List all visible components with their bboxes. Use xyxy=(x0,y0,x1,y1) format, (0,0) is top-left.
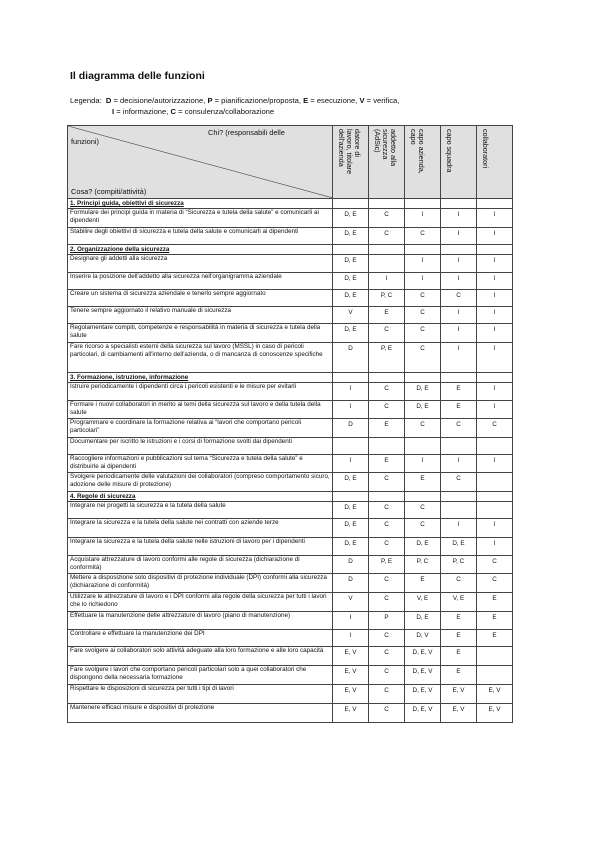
responsibility-code xyxy=(477,647,513,666)
responsibility-code: D, E xyxy=(333,519,369,538)
responsibility-code: P, C xyxy=(369,290,405,307)
responsibility-code: E xyxy=(441,666,477,685)
empty-cell xyxy=(333,199,369,209)
responsibility-code: P, C xyxy=(405,556,441,574)
responsibility-code: E, V xyxy=(477,704,513,723)
table-row xyxy=(68,666,513,685)
responsibility-code: I xyxy=(441,209,477,228)
responsibility-code: P, E xyxy=(369,343,405,373)
legend-key: I xyxy=(112,107,115,116)
legend-meaning: = esecuzione, xyxy=(308,96,360,105)
responsibility-code: E, V xyxy=(477,685,513,704)
legend-key: P xyxy=(207,96,213,105)
legend-meaning: = informazione, xyxy=(114,107,171,116)
responsibility-code: E, V xyxy=(333,685,369,704)
table-row xyxy=(68,574,513,593)
responsibility-code xyxy=(405,438,441,455)
responsibility-code: I xyxy=(441,343,477,373)
task-label: Istruire periodicamente i dipendenti circa i pericoli esistenti e le misure per evitarli xyxy=(68,383,333,401)
section-row xyxy=(68,373,513,383)
table-row xyxy=(68,228,513,245)
task-label: Integrare nei progetti la sicurezza e la tutela della salute xyxy=(68,502,333,519)
task-label: Designare gli addetti alla sicurezza xyxy=(68,255,333,273)
responsibility-code: C xyxy=(405,324,441,343)
section-row xyxy=(68,199,513,209)
responsibility-code: C xyxy=(369,519,405,538)
empty-cell xyxy=(477,373,513,383)
responsibility-code: C xyxy=(477,574,513,593)
responsibility-code: I xyxy=(477,455,513,473)
task-label: Fare ricorso a specialisti esterni della sicurezza sul lavoro (MSSL) in caso di pericoli particolari, di cambiamenti all'interno dell'azienda, o di mancanza di conoscenze specifiche xyxy=(68,343,333,373)
responsibility-code: E xyxy=(477,630,513,647)
responsibility-code: I xyxy=(441,324,477,343)
responsibility-code: C xyxy=(405,502,441,519)
empty-cell xyxy=(441,492,477,502)
empty-cell xyxy=(369,492,405,502)
responsibility-code: I xyxy=(333,455,369,473)
responsibility-code: C xyxy=(369,538,405,556)
responsibility-code: C xyxy=(369,401,405,419)
responsibility-code: C xyxy=(369,502,405,519)
responsibility-code: E xyxy=(369,307,405,324)
responsibility-code: C xyxy=(369,685,405,704)
responsibility-code: E xyxy=(477,612,513,630)
responsibility-code: I xyxy=(441,228,477,245)
responsibility-code: C xyxy=(369,666,405,685)
legend-meaning: = consulenza/collaborazione xyxy=(175,107,275,116)
responsibility-code: D, E, V xyxy=(405,685,441,704)
responsibility-code: D xyxy=(333,556,369,574)
responsibility-code: C xyxy=(369,630,405,647)
task-label: Integrare la sicurezza e la tutela della salute nelle istruzioni di lavoro per i dipendenti xyxy=(68,538,333,556)
role-header-manager xyxy=(405,126,441,199)
responsibility-code: D, E xyxy=(333,273,369,290)
responsibility-code: C xyxy=(369,383,405,401)
responsibility-code: C xyxy=(405,307,441,324)
responsibility-code: E, V xyxy=(333,647,369,666)
role-header-collaborators xyxy=(477,126,513,199)
section-title: 1. Principi guida, obiettivi di sicurezza xyxy=(68,199,333,209)
table-row xyxy=(68,502,513,519)
responsibility-code: E, V xyxy=(333,666,369,685)
responsibility-code: D, V xyxy=(405,630,441,647)
responsibility-code xyxy=(477,502,513,519)
legend-prefix: Legenda: xyxy=(70,96,102,105)
role-header-team-leader xyxy=(441,126,477,199)
task-label: Formulare dei principi guida in materia di “Sicurezza e tutela della salute” e comunicarli ai dipendenti xyxy=(68,209,333,228)
responsibility-code: C xyxy=(369,647,405,666)
task-label: Tenere sempre aggiornato il relativo manuale di sicurezza xyxy=(68,307,333,324)
role-label: collaboratori xyxy=(481,129,490,169)
header-who-label xyxy=(208,128,318,137)
responsibility-code xyxy=(441,438,477,455)
responsibility-code: V xyxy=(333,307,369,324)
responsibility-code: D, E, V xyxy=(405,666,441,685)
header-what-label: Cosa? (compiti/attività) xyxy=(71,187,147,196)
responsibility-code: C xyxy=(405,228,441,245)
responsibility-code: C xyxy=(405,419,441,438)
table-row xyxy=(68,519,513,538)
responsibility-code: I xyxy=(477,324,513,343)
task-label: Effettuare la manutenzione delle attrezzature di lavoro (piano di manutenzione) xyxy=(68,612,333,630)
task-label: Fare svolgere i lavori che comportano pericoli particolari solo a quei collaboratori che dispongono della necessaria formazione xyxy=(68,666,333,685)
responsibility-code: D, E xyxy=(333,290,369,307)
responsibility-code: C xyxy=(405,343,441,373)
empty-cell xyxy=(369,245,405,255)
legend xyxy=(70,95,399,117)
responsibility-code: I xyxy=(477,343,513,373)
responsibility-code: P, E xyxy=(369,556,405,574)
legend-line-2 xyxy=(70,106,399,117)
section-title: 2. Organizzazione della sicurezza xyxy=(68,245,333,255)
task-label: Formare i nuovi collaboratori in merito ai temi della sicurezza sul lavoro e della tutela della salute xyxy=(68,401,333,419)
responsibility-code: C xyxy=(369,209,405,228)
responsibility-code: D, E, V xyxy=(405,704,441,723)
responsibility-code: V xyxy=(333,593,369,612)
empty-cell xyxy=(405,199,441,209)
responsibility-code: C xyxy=(441,290,477,307)
table-row xyxy=(68,612,513,630)
task-label: Raccogliere informazioni e pubblicazioni sul tema “Sicurezza e tutela della salute” e distribuirle ai dipendenti xyxy=(68,455,333,473)
section-row xyxy=(68,245,513,255)
responsibility-code: I xyxy=(405,455,441,473)
responsibility-code: I xyxy=(405,255,441,273)
responsibility-code: D, E xyxy=(441,538,477,556)
empty-cell xyxy=(441,199,477,209)
legend-key: C xyxy=(170,107,176,116)
responsibility-code: C xyxy=(405,519,441,538)
task-label: Documentare per iscritto le istruzioni e i corsi di formazione svolti dai dipendenti xyxy=(68,438,333,455)
table-row xyxy=(68,630,513,647)
responsibility-code: E xyxy=(441,383,477,401)
legend-meaning: = verifica, xyxy=(364,96,400,105)
responsibility-code: E xyxy=(441,401,477,419)
task-label: Utilizzare le attrezzature di lavoro e i DPI conformi alla regole della sicurezza per tutti i lavori che lo richiedono xyxy=(68,593,333,612)
responsibility-code: C xyxy=(369,593,405,612)
table-row xyxy=(68,401,513,419)
table-row xyxy=(68,438,513,455)
responsibility-code: I xyxy=(477,290,513,307)
responsibility-code: C xyxy=(477,419,513,438)
responsibility-code: I xyxy=(477,209,513,228)
table-header-row xyxy=(68,126,513,199)
role-label: datore di lavoro, titolare dell'azienda xyxy=(337,129,362,175)
responsibility-code: D xyxy=(333,574,369,593)
responsibility-code: I xyxy=(441,519,477,538)
responsibility-code xyxy=(369,438,405,455)
role-label: capo squadra xyxy=(445,129,454,173)
responsibility-code: C xyxy=(441,473,477,492)
responsibility-code: D, E xyxy=(333,473,369,492)
responsibility-code: E, V xyxy=(441,704,477,723)
responsibility-code: D, E xyxy=(333,255,369,273)
table-row xyxy=(68,324,513,343)
responsibility-code: E xyxy=(441,612,477,630)
responsibility-code: I xyxy=(477,401,513,419)
responsibility-code: I xyxy=(477,255,513,273)
responsibility-code: D, E xyxy=(405,383,441,401)
responsibility-code: V, E xyxy=(405,593,441,612)
table-row xyxy=(68,593,513,612)
table-row xyxy=(68,704,513,723)
table-row xyxy=(68,307,513,324)
empty-cell xyxy=(405,492,441,502)
empty-cell xyxy=(405,245,441,255)
responsibility-code: I xyxy=(477,383,513,401)
table-row xyxy=(68,647,513,666)
responsibility-code: I xyxy=(477,538,513,556)
section-title: 4. Regole di sicurezza xyxy=(68,492,333,502)
empty-cell xyxy=(477,492,513,502)
responsibility-code: P xyxy=(369,612,405,630)
table-row xyxy=(68,538,513,556)
responsibility-code: D, E xyxy=(333,502,369,519)
responsibility-code: C xyxy=(369,324,405,343)
empty-cell xyxy=(333,492,369,502)
empty-cell xyxy=(369,199,405,209)
responsibility-code xyxy=(477,666,513,685)
responsibility-code: C xyxy=(369,228,405,245)
responsibility-code: I xyxy=(441,273,477,290)
responsibility-code: D xyxy=(333,343,369,373)
empty-cell xyxy=(441,373,477,383)
responsibility-code: D, E xyxy=(333,228,369,245)
responsibility-code: C xyxy=(369,473,405,492)
responsibility-code: I xyxy=(333,401,369,419)
table-row xyxy=(68,255,513,273)
table-row xyxy=(68,556,513,574)
responsibility-code: V, E xyxy=(441,593,477,612)
table-row xyxy=(68,455,513,473)
legend-meaning: = pianificazione/proposta, xyxy=(212,96,304,105)
task-label: Controllare e effettuare la manutenzione dei DPI xyxy=(68,630,333,647)
responsibility-code: I xyxy=(477,307,513,324)
task-label: Mantenere efficaci misure e dispositivi di protezione xyxy=(68,704,333,723)
responsibility-code: I xyxy=(477,519,513,538)
responsibility-code: D, E xyxy=(333,209,369,228)
legend-key: E xyxy=(303,96,309,105)
table-row xyxy=(68,343,513,373)
responsibility-code xyxy=(477,473,513,492)
responsibility-code: I xyxy=(333,630,369,647)
task-label: Integrare la sicurezza e la tutela della salute nei contratti con aziende terze xyxy=(68,519,333,538)
task-label: Inserire la posizione dell'addetto alla sicurezza nell'organigramma aziendale xyxy=(68,273,333,290)
responsibility-code: D xyxy=(333,419,369,438)
table-row xyxy=(68,290,513,307)
responsibility-code: I xyxy=(333,612,369,630)
responsibility-code: E xyxy=(405,473,441,492)
responsibility-code: D, E xyxy=(333,324,369,343)
responsibility-code xyxy=(369,255,405,273)
responsibility-code: I xyxy=(477,273,513,290)
responsibility-code: E xyxy=(477,593,513,612)
responsibility-code: E xyxy=(405,574,441,593)
role-header-employer xyxy=(333,126,369,199)
responsibility-code xyxy=(477,438,513,455)
responsibility-code: D, E xyxy=(405,612,441,630)
task-label: Fare svolgere ai collaboratori solo attività adeguate alla loro formazione e alle loro capacità xyxy=(68,647,333,666)
table-row xyxy=(68,383,513,401)
responsibility-code: C xyxy=(477,556,513,574)
role-header-safety-officer xyxy=(369,126,405,199)
responsibility-code xyxy=(441,502,477,519)
empty-cell xyxy=(441,245,477,255)
responsibility-code: I xyxy=(405,209,441,228)
task-label: Regolamentare compiti, competenze e responsabilità in materia di sicurezza e tutela della salute xyxy=(68,324,333,343)
legend-line-1 xyxy=(70,95,399,106)
responsibility-code: I xyxy=(369,273,405,290)
task-label: Acquistare attrezzature di lavoro conformi alle regole di sicurezza (dichiarazione di conformità) xyxy=(68,556,333,574)
legend-key: V xyxy=(359,96,365,105)
empty-cell xyxy=(477,199,513,209)
task-label: Svolgere periodicamente delle valutazioni dei collaboratori (compreso comportamento sicuro, adozione delle misure di protezione) xyxy=(68,473,333,492)
empty-cell xyxy=(477,245,513,255)
responsibility-code: I xyxy=(441,307,477,324)
table-row xyxy=(68,473,513,492)
task-label: Stabilire degli obiettivi di sicurezza e tutela della salute e comunicarli ai dipendenti xyxy=(68,228,333,245)
table-row xyxy=(68,209,513,228)
responsibility-code: C xyxy=(441,419,477,438)
table-row xyxy=(68,419,513,438)
responsibility-code: E xyxy=(441,647,477,666)
section-row xyxy=(68,492,513,502)
role-label: addetto alla sicurezza (AdSic) xyxy=(373,129,398,167)
header-who-line-1: Chi? (responsabili delle xyxy=(208,128,285,137)
empty-cell xyxy=(369,373,405,383)
responsibility-code: I xyxy=(477,228,513,245)
task-label: Creare un sistema di sicurezza aziendale e tenerlo sempre aggiornato xyxy=(68,290,333,307)
responsibility-code: I xyxy=(405,273,441,290)
responsibility-code: E, V xyxy=(441,685,477,704)
responsibility-code: E, V xyxy=(333,704,369,723)
responsibility-code: D, E xyxy=(333,538,369,556)
responsibility-code: D, E xyxy=(405,538,441,556)
responsibility-code: I xyxy=(441,255,477,273)
function-matrix-table xyxy=(67,125,513,723)
responsibility-code: D, E, V xyxy=(405,647,441,666)
empty-cell xyxy=(405,373,441,383)
header-diagonal-cell xyxy=(68,126,333,199)
responsibility-code: P, C xyxy=(441,556,477,574)
responsibility-code: E xyxy=(369,419,405,438)
empty-cell xyxy=(333,245,369,255)
responsibility-code: E xyxy=(441,630,477,647)
responsibility-code: D, E xyxy=(405,401,441,419)
page-title: Il diagramma delle funzioni xyxy=(70,70,205,82)
section-title: 3. Formazione, istruzione, informazione xyxy=(68,373,333,383)
task-label: Rispettare le disposizioni di sicurezza per tutti i tipi di lavori xyxy=(68,685,333,704)
responsibility-code: I xyxy=(333,383,369,401)
responsibility-code: C xyxy=(405,290,441,307)
responsibility-code: C xyxy=(369,574,405,593)
table-row xyxy=(68,685,513,704)
responsibility-code xyxy=(333,438,369,455)
responsibility-code: I xyxy=(441,455,477,473)
header-who-line-2: funzioni) xyxy=(71,137,99,146)
responsibility-code: C xyxy=(441,574,477,593)
empty-cell xyxy=(333,373,369,383)
task-label: Mettere a disposizione solo dispositivi di protezione individuale (DPI) conformi alla sicurezza (dichiarazione di conformità) xyxy=(68,574,333,593)
task-label: Programmare e coordinare la formazione relativa ai “lavori che comportano pericoli particolari” xyxy=(68,419,333,438)
responsibility-code: E xyxy=(369,455,405,473)
legend-key: D xyxy=(105,96,112,105)
responsibility-code: C xyxy=(369,704,405,723)
table-row xyxy=(68,273,513,290)
legend-meaning: = decisione/autorizzazione, xyxy=(111,96,208,105)
role-label: capo azienda, capo xyxy=(409,129,426,174)
